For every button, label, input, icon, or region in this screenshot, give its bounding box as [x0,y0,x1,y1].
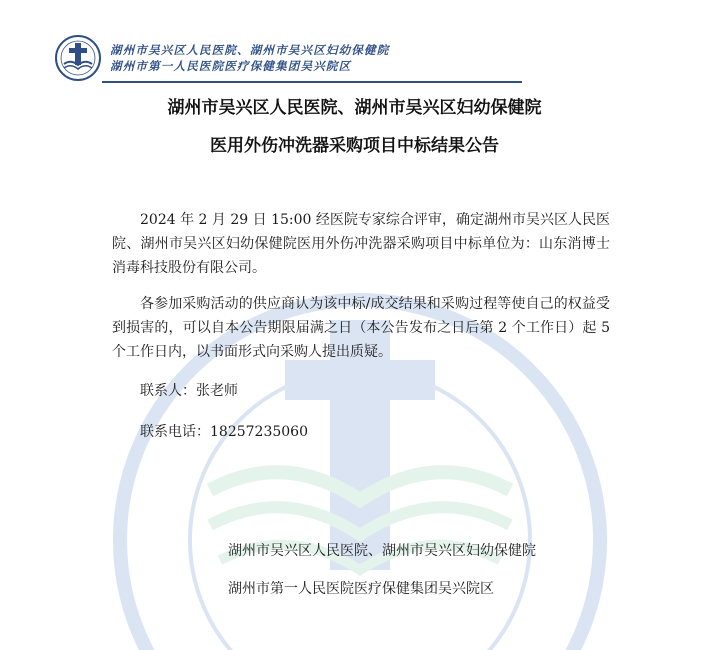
letterhead [0,0,709,84]
signature-line-1: 湖州市吴兴区人民医院、湖州市吴兴区妇幼保健院 [228,543,536,559]
hospital-emblem-icon [54,34,102,82]
notice-title-line-1: 湖州市吴兴区人民医院、湖州市吴兴区妇幼保健院 [167,98,542,118]
contact-phone: 联系电话：18257235060 [140,424,308,440]
contact-person: 联系人：张老师 [140,383,238,399]
notice-title-line-2: 医用外伤冲洗器采购项目中标结果公告 [210,136,499,156]
letterhead-rule [102,81,522,83]
signature-line-2: 湖州市第一人民医院医疗保健集团吴兴院区 [228,581,494,597]
letterhead-line-1: 湖州市吴兴区人民医院、湖州市吴兴区妇幼保健院 [110,43,390,57]
notice-paragraph-objection: 各参加采购活动的供应商认为该中标/成交结果和采购过程等使自己的权益受到损害的，可以自本公告期限届满之日（本公告发布之日后第 2 个工作日）起 5 个工作日内，以书面形式向采购人提出质疑。 [112,296,610,360]
letterhead-line-2: 湖州市第一人民医院医疗保健集团吴兴院区 [110,59,352,73]
notice-paragraph-award: 2024 年 2 月 29 日 15:00 经医院专家综合评审，确定湖州市吴兴区人民医院、湖州市吴兴区妇幼保健院医用外伤冲洗器采购项目中标单位为：山东消博士消毒科技股份有限公司。 [112,212,610,276]
